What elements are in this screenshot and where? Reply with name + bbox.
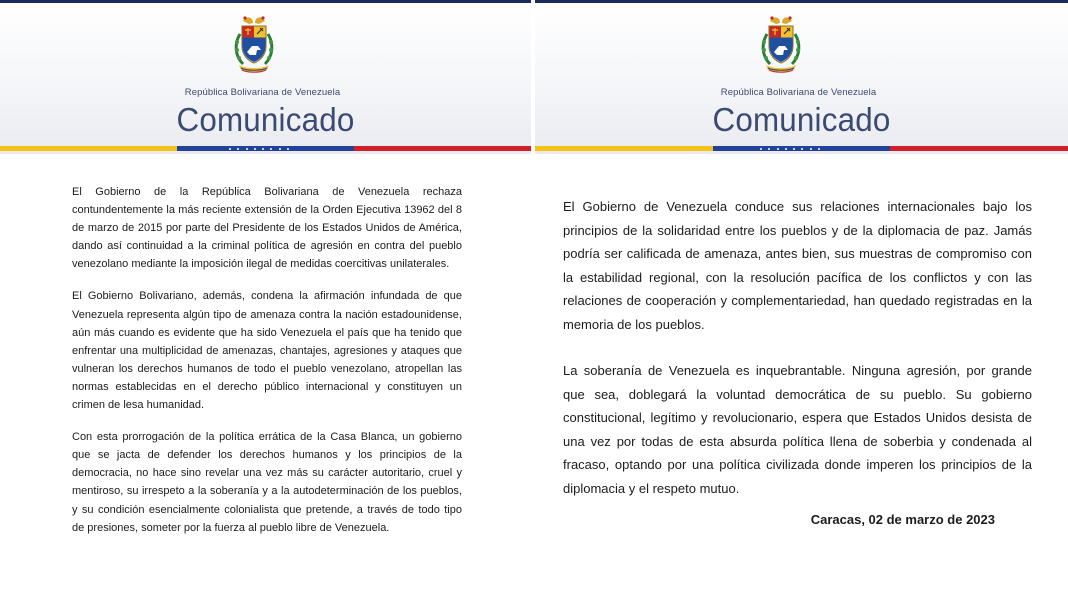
letterhead bbox=[535, 0, 1068, 154]
top-border bbox=[0, 0, 531, 3]
letterhead bbox=[0, 0, 531, 154]
republic-name: República Bolivariana de Venezuela bbox=[720, 87, 877, 98]
paragraph: La soberanía de Venezuela es inquebrantable. Ninguna agresión, por grande que sea, doblegará la voluntad democrática de su pueblo. Su gobierno constitucional, legítimo y revolucionario, espera que Estados Unidos desista de una vez por todas de esta absurda política llena de soberbia y condenada al fracaso, optando por una política civilizada donde imperen los principios de la diplomacia y el respeto mutuo. bbox=[563, 363, 1032, 496]
coat-of-arms-icon bbox=[758, 12, 804, 74]
communique-body bbox=[72, 183, 462, 551]
date-signature: Caracas, 02 de marzo de 2023 bbox=[810, 512, 995, 527]
paragraph: Con esta prorrogación de la política errática de la Casa Blanca, un gobierno que se jacta de defender los derechos humanos y los principios de la democracia, no hace sino revelar una vez más su carácter autoritario, cruel y mentiroso, su irrespeto a la soberanía y a la autodeterminación de los pueblos, y su condición esencialmente colonialista que pretende, a través de todo tipo de presiones, someter por la fuerza al pueblo libre de Venezuela. bbox=[72, 431, 462, 534]
top-border bbox=[535, 0, 1068, 3]
coat-of-arms-icon bbox=[231, 12, 277, 74]
paragraph: El Gobierno de la República Bolivariana de Venezuela rechaza contundentemente la más reciente extensión de la Orden Ejecutiva 13962 del 8 de marzo de 2015 por parte del Presidente de los Estados Unidos de América, dando así continuidad a la criminal política de agresión en contra del pueblo venezolano mediante la imposición ilegal de medidas coercitivas unilaterales. bbox=[72, 186, 462, 271]
star-dots bbox=[760, 146, 820, 151]
page-title: Comunicado bbox=[712, 101, 891, 138]
page-title: Comunicado bbox=[176, 101, 355, 138]
communique-body bbox=[563, 195, 1032, 523]
right-page bbox=[535, 0, 1068, 601]
star-dots bbox=[229, 146, 289, 151]
paragraph: El Gobierno Bolivariano, además, condena la afirmación infundada de que Venezuela representa algún tipo de amenaza contra la nación estadounidense, aún más cuando es evidente que ha sido Venezuela el país que ha tenido que enfrentar una multiplicidad de amenazas, chantajes, agresiones y ataques que vulneran los derechos humanos de todo el pueblo venezolano, atropellan las normas establecidas en el derecho público internacional y constituyen un crimen de lesa humanidad. bbox=[72, 290, 462, 412]
republic-name: República Bolivariana de Venezuela bbox=[184, 87, 341, 98]
left-page bbox=[0, 0, 531, 601]
paragraph: El Gobierno de Venezuela conduce sus relaciones internacionales bajo los principios de la solidaridad entre los pueblos y de la diplomacia de paz. Jamás podría ser calificada de amenaza, antes bien, sus muestras de compromiso con la estabilidad regional, con la resolución pacífica de los conflictos y con las relaciones de cooperación y complementariedad, han quedado registradas en la memoria de los pueblos. bbox=[563, 199, 1032, 332]
